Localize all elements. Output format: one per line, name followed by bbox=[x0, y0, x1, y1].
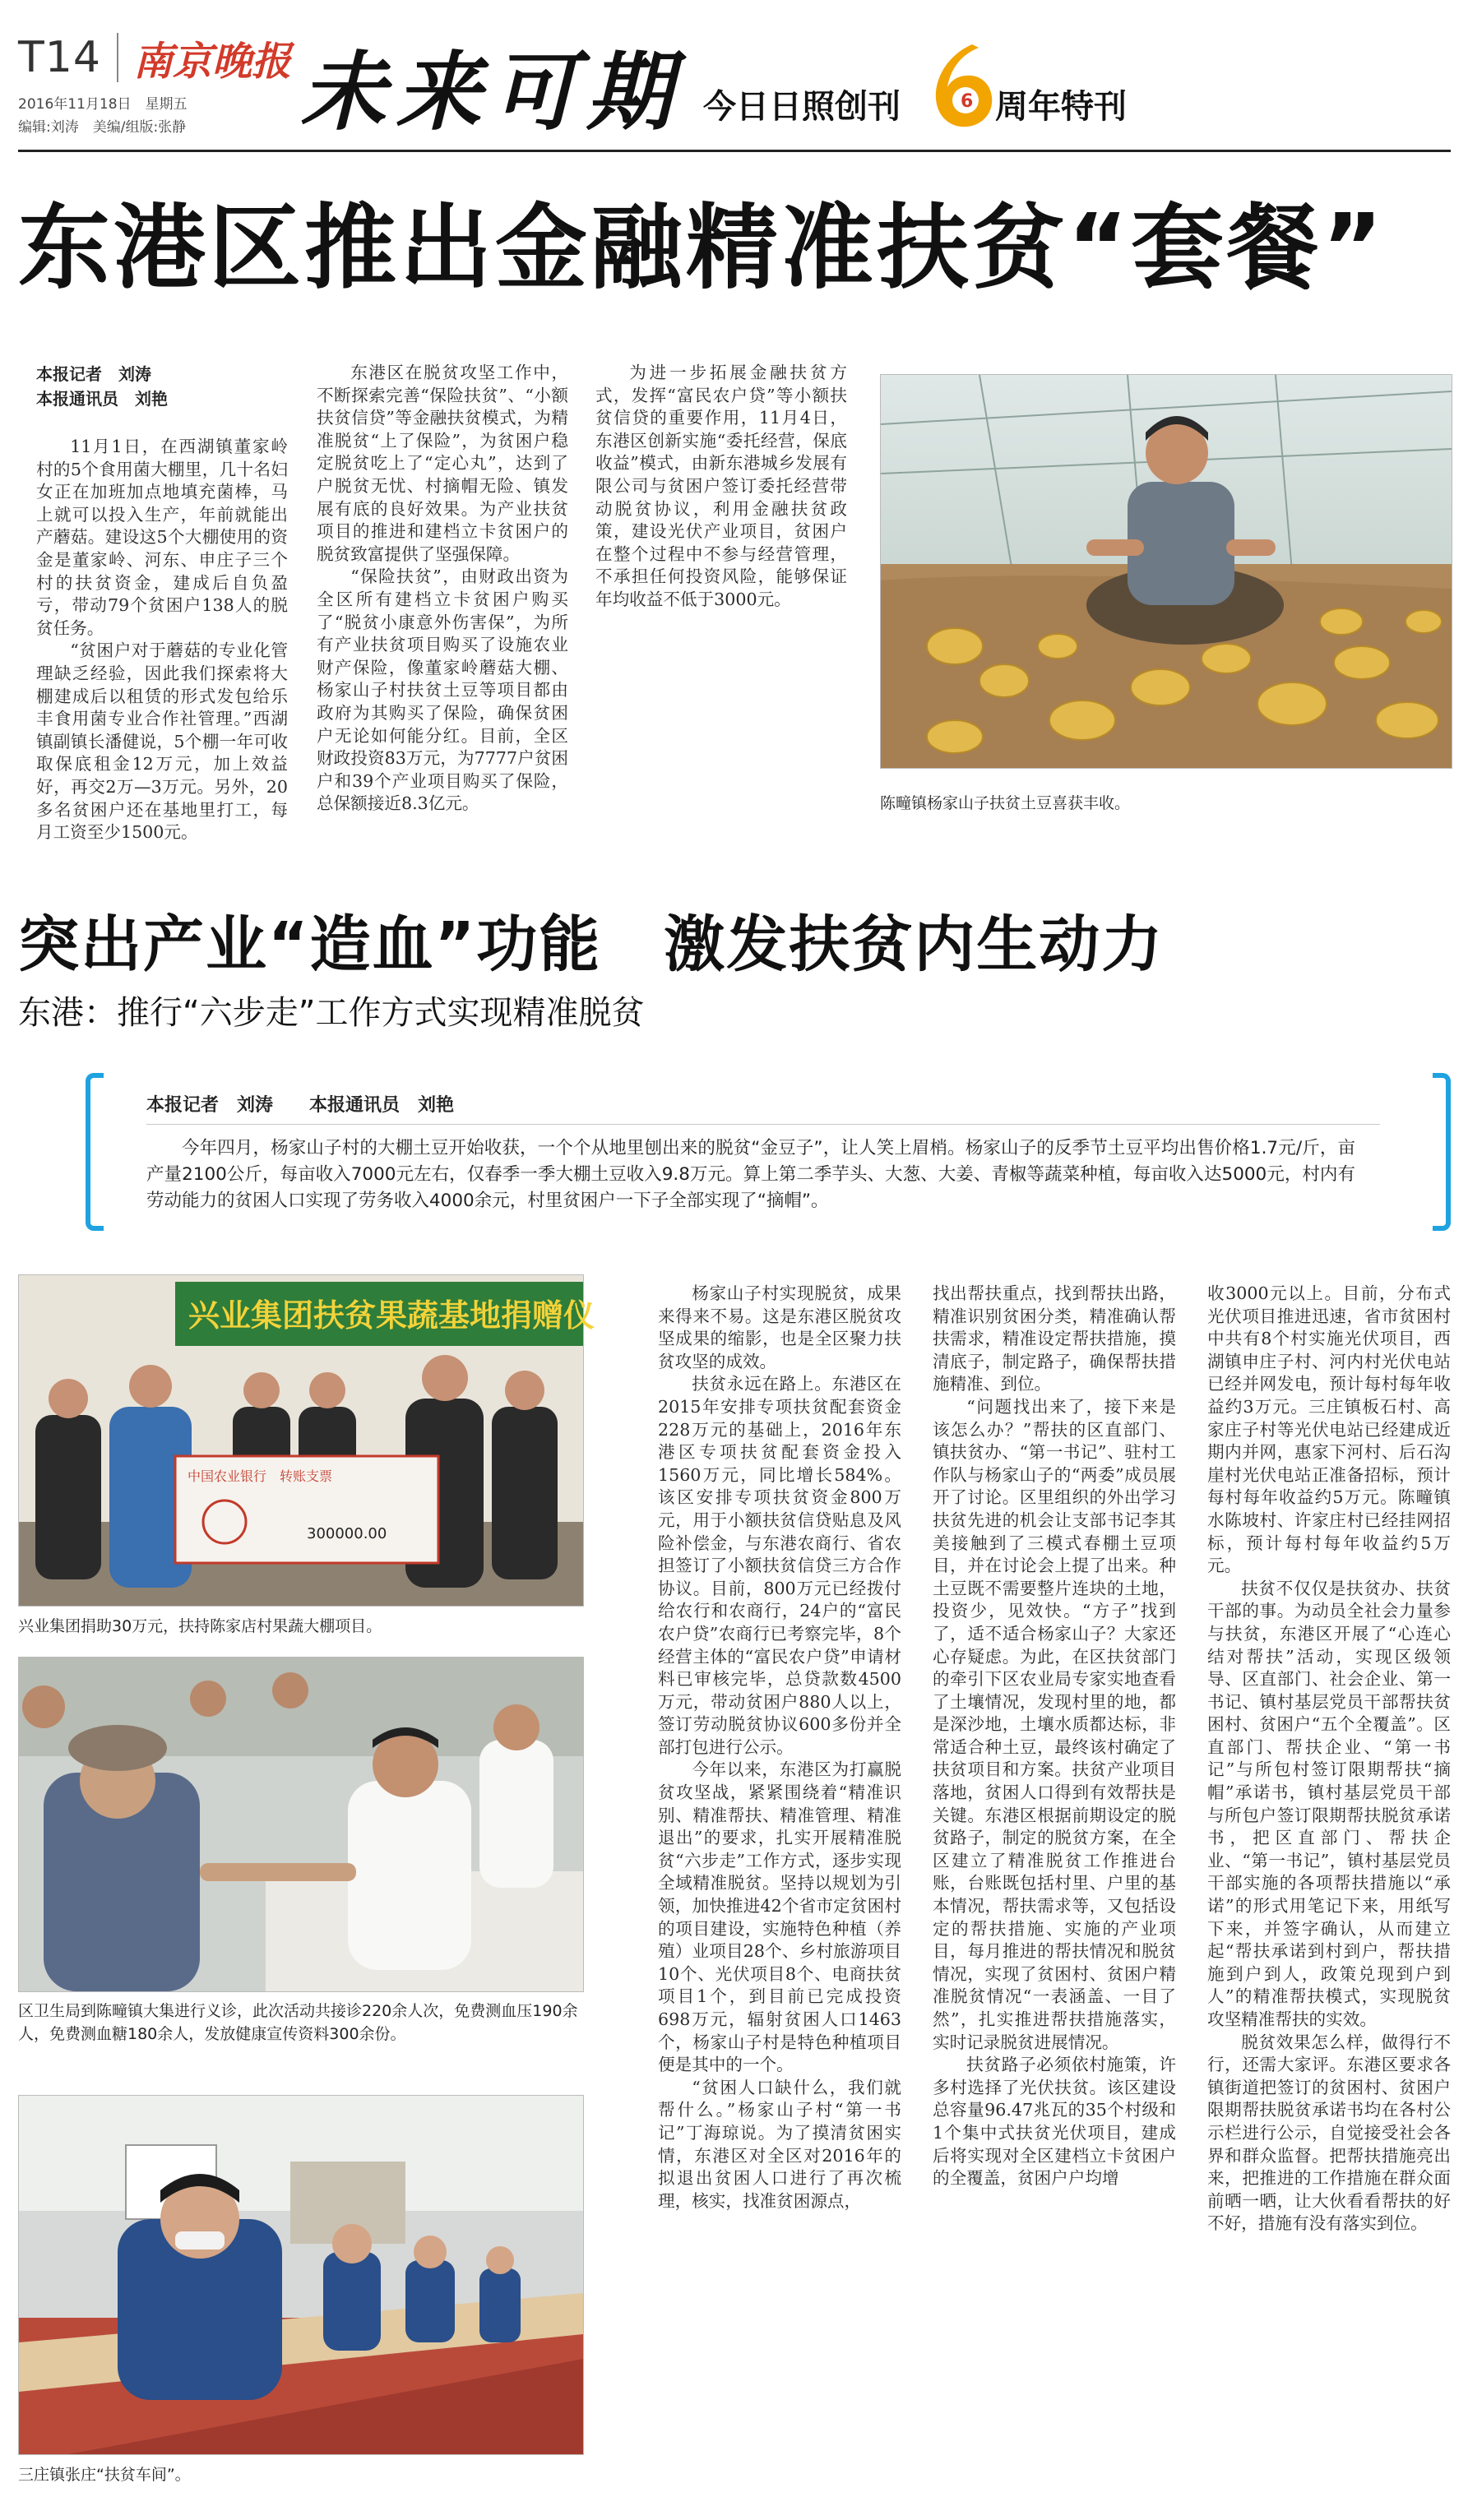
article1-column-2 bbox=[317, 362, 568, 830]
issue-date: 2016年11月18日 星期五 bbox=[18, 96, 188, 113]
lead-bracket-right bbox=[1433, 1073, 1451, 1231]
article1-headline: 东港区推出金融精准扶贫“套餐” bbox=[18, 195, 1387, 302]
free-clinic-caption: 区卫生局到陈疃镇大集进行义诊，此次活动共接诊220余人次，免费测血压190余人，免费测血糖180余人，发放健康宣传资料300余份。 bbox=[18, 2002, 578, 2043]
section-title: 未来可期 bbox=[300, 41, 683, 142]
paragraph: “贫困户对于蘑菇的专业化管理缺乏经验，因此我们探索将大棚建成后以租赁的形式发包给乐丰食用菌专业合作社管理。”西湖镇副镇长潘健说，5个棚一年可收取保底租金12万元，加上效益好，再交2万—3万元。另外，20多名贫困户还在基地里打工，每月工资至少1500元。 bbox=[36, 640, 288, 843]
paragraph: “贫困人口缺什么，我们就帮什么。”杨家山子村“第一书记”丁海琼说。为了摸清贫困实情，东港区对全区对2016年的拟退出贫困人口进行了再次梳理，核实，找准贫困源点， bbox=[658, 2077, 901, 2211]
masthead-divider bbox=[117, 33, 118, 82]
article2-column-2 bbox=[933, 1283, 1176, 2504]
potato-harvest-photo bbox=[880, 374, 1452, 769]
paragraph: 11月1日，在西湖镇董家岭村的5个食用菌大棚里，几十名妇女正在加班加点地填充菌棒，马上就可以投入生产，年前就能出产蘑菇。建设这5个大棚使用的资金是董家岭、河东、申庄子三个村的扶贫资金，建成后自负盈亏，带动79个贫困户138人的脱贫任务。 bbox=[36, 437, 288, 638]
paragraph: “保险扶贫”，由财政出资为全区所有建档立卡贫困户购买了“脱贫小康意外伤害保”，为所有产业扶贫项目购买了设施农业财产保险，像董家岭蘑菇大棚、杨家山子村扶贫土豆等项目都由政府为其购买了保险，确保贫困户无论如何能分红。目前，全区财政投资83万元，为7777户贫困户和39个产业项目购买了保险，总保额接近8.3亿元。 bbox=[317, 566, 568, 814]
svg-text:兴业集团扶贫果蔬基地捐赠仪: 兴业集团扶贫果蔬基地捐赠仪 bbox=[188, 1297, 595, 1334]
article2-column-1 bbox=[658, 1283, 901, 2504]
byline-reporter: 本报记者 刘涛 bbox=[36, 364, 151, 384]
article2-column-3 bbox=[1207, 1283, 1451, 2504]
lead-divider bbox=[146, 1124, 1380, 1125]
free-clinic-photo bbox=[18, 1657, 584, 1992]
paragraph: 收3000元以上。目前，分布式光伏项目推进迅速，省市贫困村中共有8个村实施光伏项目，西湖镇申庄子村、河内村光伏电站已经并网发电，预计每村每年收益约3万元。三庄镇板石村、高家庄子村等光伏电站已经建成近期内并网，惠家下河村、后石沟崖村光伏电站正准备招标，预计每村每年收益约5万元。陈疃镇水陈坡村、许家庄村已经挂网招标，预计每村每年收益约5万元。 bbox=[1207, 1283, 1451, 1576]
article1-byline bbox=[36, 362, 168, 411]
anniversary-number-logo bbox=[929, 39, 997, 132]
paragraph: 脱贫效果怎么样，做得行不行，还需大家评。东港区要求各镇街道把签订的贫困村、贫困户限期帮扶脱贫承诺书均在各村公示栏进行公示，自觉接受社会各界和群众监督。把帮扶措施亮出来，把推进的工作措施在群众面前晒一晒，让大伙看看帮扶的好不好，措施有没有落实到位。 bbox=[1207, 2032, 1451, 2234]
article2-byline: 本报记者 刘涛 本报通讯员 刘艳 bbox=[146, 1095, 455, 1116]
lead-bracket-left bbox=[86, 1073, 104, 1231]
paragraph: “问题找出来了，接下来是该怎么办？”帮扶的区直部门、镇扶贫办、“第一书记”、驻村工作队与杨家山子的“两委”成员展开了讨论。区里组织的外出学习扶贫先进的机会让支部书记李其美接触到了三模式春棚土豆项目，并在讨论会上提了出来。种土豆既不需要整片连块的土地，投资少，见效快。“方子”找到了，适不适合杨家山子？大家还心存疑虑。为此，在区扶贫部门的牵引下区农业局专家实地查看了土壤情况，发现村里的地，都是深沙地，土壤水质都达标，非常适合种土豆，最终该村确定了扶贫项目和方案。扶贫产业项目落地，贫困人口得到有效帮扶是关键。东港区根据前期设定的脱贫路子，制定的脱贫方案，在全区建立了精准脱贫工作推进台账，台账既包括村里、户里的基本情况，帮扶需求等，又包括设定的帮扶措施、实施的产业项目，每月推进的帮扶情况和脱贫情况，实现了贫困村、贫困户精准脱贫情况“一表涵盖、一目了然”，扎实推进帮扶措施落实，实时记录脱贫进展情况。 bbox=[933, 1396, 1176, 2052]
article1-column-3 bbox=[595, 362, 847, 830]
paragraph: 扶贫路子必须依村施策，许多村选择了光伏扶贫。该区建设总容量96.47兆瓦的35个村级和1个集中式扶贫光伏项目，建成后将实现对全区建档立卡贫困户的全覆盖，贫困户户均增 bbox=[933, 2055, 1176, 2189]
masthead-rule bbox=[18, 150, 1451, 152]
byline-correspondent: 本报通讯员 刘艳 bbox=[36, 389, 168, 409]
page-number: T14 bbox=[18, 33, 101, 82]
anniversary-prefix: 今日日照创刊 bbox=[703, 88, 901, 126]
paragraph: 为进一步拓展金融扶贫方式，发挥“富民农户贷”等小额扶贫信贷的重要作用，11月4日，东港区创新实施“委托经营，保底收益”模式，由新东港城乡发展有限公司与贫困户签订委托经营带动脱贫协议，利用金融扶贫政策，建设光伏产业项目，贫困户在整个过程中不参与经营管理，不承担任何投资风险，能够保证年均收益不低于3000元。 bbox=[595, 363, 847, 609]
svg-text:6: 6 bbox=[961, 91, 974, 112]
article2-lead: 今年四月，杨家山子村的大棚土豆开始收获，一个个从地里刨出来的脱贫“金豆子”，让人笑上眉梢。杨家山子的反季节土豆平均出售价格1.7元/斤，亩产量2100公斤，每亩收入7000元左右，仅春季一季大棚土豆收入9.8万元。算上第二季芋头、大葱、大姜、青椒等蔬菜种植，每亩收入达5000元，村内有劳动能力的贫困人口实现了劳务收入4000余元，村里贫困户一下子全部实现了“摘帽”。 bbox=[146, 1138, 1355, 1211]
article2-headline: 突出产业“造血”功能 激发扶贫内生动力 bbox=[18, 909, 1165, 980]
anniversary-suffix: 周年特刊 bbox=[995, 88, 1127, 126]
paragraph: 扶贫不仅仅是扶贫办、扶贫干部的事。为动员全社会力量参与扶贫，东港区开展了“心连心结对帮扶”活动，实现区级领导、区直部门、社会企业、第一书记、镇村基层党员干部帮扶贫困村、贫困户“五个全覆盖”。区直部门、帮扶企业、“第一书记”与所包村签订限期帮扶“摘帽”承诺书，镇村基层党员干部与所包户签订限期帮扶脱贫承诺书，把区直部门、帮扶企业、“第一书记”，镇村基层党员干部实施的各项帮扶措施以“承诺”的形式用笔记下来，用纸写下来，并签字确认，从而建立起“帮扶承诺到村到户，帮扶措施到户到人，政策兑现到户到人”的精准帮扶模式，实现脱贫攻坚精准帮扶的实效。 bbox=[1207, 1578, 1451, 2029]
potato-photo-caption: 陈疃镇杨家山子扶贫土豆喜获丰收。 bbox=[880, 794, 1131, 812]
workshop-photo-caption: 三庄镇张庄“扶贫车间”。 bbox=[18, 2466, 191, 2484]
editor-credits: 编辑:刘涛 美编/组版:张静 bbox=[18, 119, 187, 136]
article1-column-1 bbox=[36, 436, 288, 843]
donation-photo-caption: 兴业集团捐助30万元，扶持陈家店村果蔬大棚项目。 bbox=[18, 1617, 382, 1635]
article2-subhead: 东港：推行“六步走”工作方式实现精准脱贫 bbox=[18, 994, 645, 1032]
paragraph: 扶贫永远在路上。东港区在2015年安排专项扶贫配套资金228万元的基础上，2016年东港区专项扶贫配套资金投入1560万元，同比增长584%。该区安排专项扶贫资金800万元，用于小额扶贫信贷贴息及风险补偿金，与东港农商行、省农担签订了小额扶贫信贷三方合作协议。目前，800万元已经拨付给农行和农商行，24户的“富民农户贷”农商行已考察完毕，8个经营主体的“富民农户贷”申请材料已审核完毕，总贷款数4500万元，带动贫困户880人以上，签订劳动脱贫协议600多份并全部打包进行公示。 bbox=[658, 1374, 901, 1757]
poverty-workshop-photo bbox=[18, 2095, 584, 2455]
article2-lead-box bbox=[18, 1073, 1451, 1221]
paragraph: 杨家山子村实现脱贫，成果来得来不易。这是东港区脱贫攻坚成果的缩影，也是全区聚力扶贫攻坚的成效。 bbox=[658, 1283, 901, 1371]
newspaper-name: 南京晚报 bbox=[133, 39, 292, 85]
paragraph: 东港区在脱贫攻坚工作中，不断探索完善“保险扶贫”、“小额扶贫信贷”等金融扶贫模式，为精准脱贫“上了保险”，为贫困户稳定脱贫吃上了“定心丸”，达到了户脱贫无忧、村摘帽无险、镇发展有底的良好效果。为产业扶贫项目的推进和建档立卡贫困户的脱贫致富提供了坚强保障。 bbox=[317, 363, 568, 564]
paragraph: 今年以来，东港区为打赢脱贫攻坚战，紧紧围绕着“精准识别、精准帮扶、精准管理、精准退出”的要求，扎实开展精准脱贫“六步走”工作方式，逐步实现全域精准脱贫。坚持以规划为引领，加快推进42个省市定贫困村的项目建设，实施特色种植（养殖）业项目28个、乡村旅游项目10个、光伏项目8个、电商扶贫项目1个，到目前已完成投资698万元，辐射贫困人口1463个，杨家山子村是特色种植项目便是其中的一个。 bbox=[658, 1759, 901, 2075]
svg-text:300000.00: 300000.00 bbox=[307, 1525, 387, 1542]
donation-ceremony-photo bbox=[18, 1274, 595, 1607]
svg-text:中国农业银行 转账支票: 中国农业银行 转账支票 bbox=[188, 1468, 333, 1484]
paragraph: 找出帮扶重点，找到帮扶出路，精准识别贫困分类，精准确认帮扶需求，精准设定帮扶措施，摸清底子，制定路子，确保帮扶措施精准、到位。 bbox=[933, 1283, 1176, 1394]
